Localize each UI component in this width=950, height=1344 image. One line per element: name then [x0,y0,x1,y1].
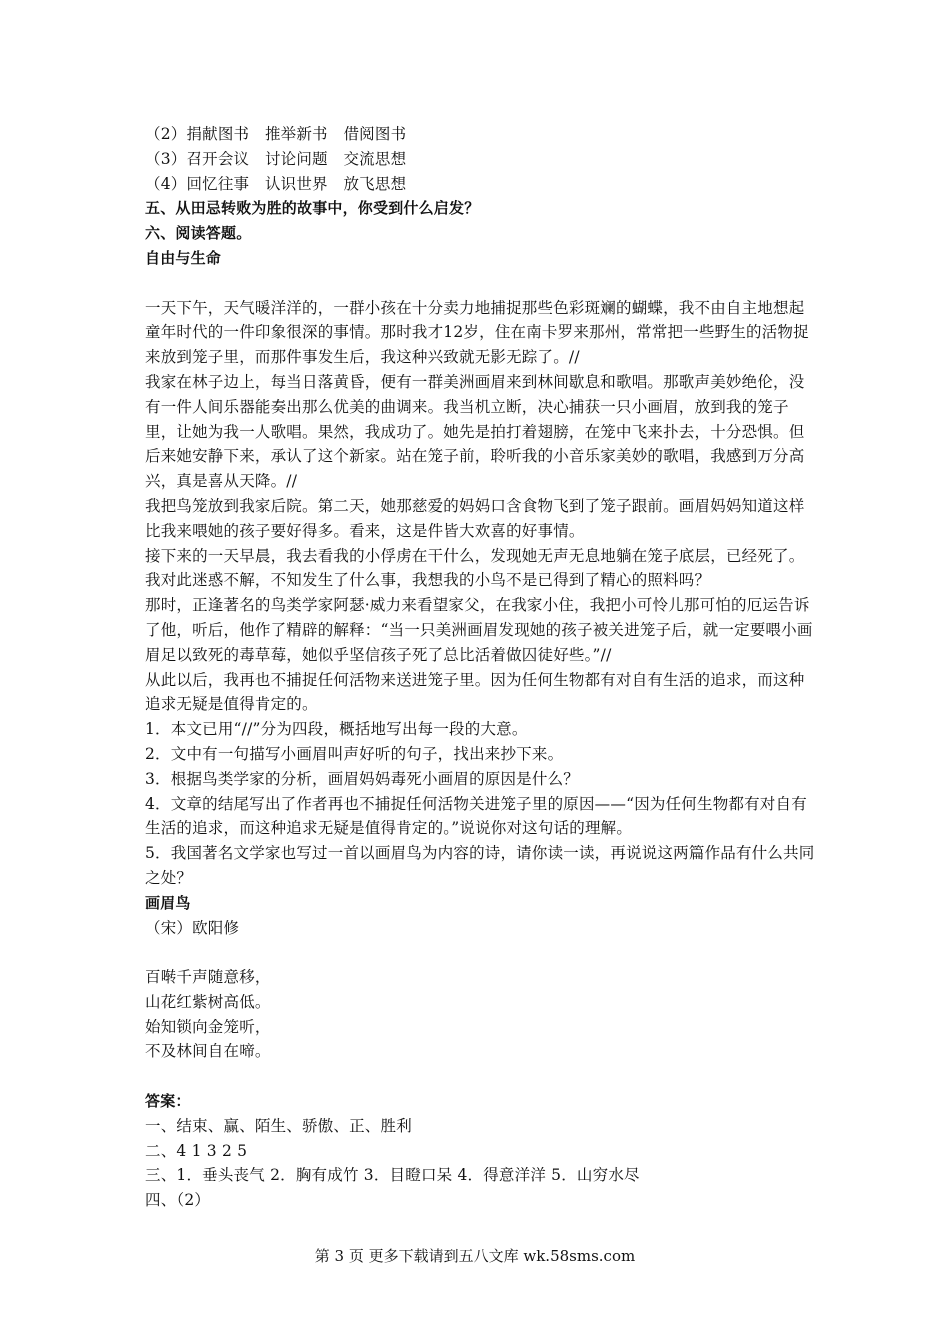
question: 4．文章的结尾写出了作者再也不捕捉任何活物关进笼子里的原因——“因为任何生物都有对自有生活的追求，而这种追求无疑是值得肯定的。”说说你对这句话的理解。 [145,794,807,838]
list-item: （4）回忆往事 认识世界 放飞思想 [145,174,407,193]
question: 3．根据鸟类学家的分析，画眉妈妈毒死小画眉的原因是什么？ [145,769,579,788]
poem-title: 画眉鸟 [145,893,191,912]
question: 1．本文已用“//”分为四段，概括地写出每一段的大意。 [145,720,528,739]
spacer [145,940,815,965]
page-footer: 第 3 页 更多下载请到五八文库 wk.58sms.com [314,1247,636,1265]
paragraph: 我把鸟笼放到我家后院。第二天，她那慈爱的妈妈口含食物飞到了笼子跟前。画眉妈妈知道这样比我来喂她的孩子要好得多。看来，这是件皆大欢喜的好事情。 [145,496,805,540]
answers-heading: 答案： [145,1092,191,1111]
poem-author: （宋）欧阳修 [145,918,240,937]
paragraph: 接下来的一天早晨，我去看我的小俘虏在干什么，发现她无声无息地躺在笼子底层，已经死了。我对此迷惑不解，不知发生了什么事，我想我的小鸟不是已得到了精心的照料吗？ [145,546,805,590]
story-title: 自由与生命 [145,248,222,267]
answer-line: 四、（2） [145,1191,211,1210]
answer-line: 一、结束、赢、陌生、骄傲、正、胜利 [145,1116,412,1135]
spacer [145,1064,815,1089]
page-content [145,122,815,1213]
question: 5．我国著名文学家也写过一首以画眉鸟为内容的诗，请你读一读，再说说这两篇作品有什么共同之处？ [145,844,815,887]
poem-line: 始知锁向金笼听， [145,1017,271,1036]
question: 2．文中有一句描写小画眉叫声好听的句子，找出来抄下来。 [145,744,564,763]
section-heading-6: 六、阅读答题。 [145,224,252,243]
answer-line: 三、1．垂头丧气 2．胸有成竹 3．目瞪口呆 4．得意洋洋 5．山穷水尽 [145,1166,640,1185]
paragraph: 我家在林子边上，每当日落黄昏，便有一群美洲画眉来到林间歇息和歌唱。那歌声美妙绝伦，没有一件人间乐器能奏出那么优美的曲调来。我当机立断，决心捕获一只小画眉，放到我的笼子里，让她为我一人歌唱。果然，我成功了。她先是拍打着翅膀，在笼中飞来扑去，十分恐惧。但后来她安静下来，承认了这个新家。站在笼子前，聆听我的小音乐家美妙的歌唱，我感到万分高兴，真是喜从天降。// [145,372,805,491]
poem-line: 百啭千声随意移， [145,968,271,987]
list-item: （3）召开会议 讨论问题 交流思想 [145,149,407,168]
list-item: （2）捐献图书 推举新书 借阅图书 [145,125,407,143]
paragraph: 一天下午，天气暖洋洋的，一群小孩在十分卖力地捕捉那些色彩斑斓的蝴蝶，我不由自主地想起童年时代的一件印象很深的事情。那时我才12岁，住在南卡罗来那州，常常把一些野生的活物捉来放到笼子里，而那件事发生后，我这种兴致就无影无踪了。// [145,298,809,367]
poem-line: 不及林间自在啼。 [145,1042,271,1061]
section-heading-5: 五、从田忌转败为胜的故事中，你受到什么启发？ [145,199,480,218]
spacer [145,271,815,296]
answer-line: 二、4 1 3 2 5 [145,1141,248,1160]
paragraph: 从此以后，我再也不捕捉任何活物来送进笼子里。因为任何生物都有对自有生活的追求，而这种追求无疑是值得肯定的。 [145,670,805,714]
poem-line: 山花红紫树高低。 [145,992,271,1011]
paragraph: 那时，正逢著名的鸟类学家阿瑟·威力来看望家父，在我家小住，我把小可怜儿那可怕的厄运告诉了他，听后，他作了精辟的解释：“当一只美洲画眉发现她的孩子被关进笼子后，就一定要喂小画眉足以致死的毒草莓，她似乎坚信孩子死了总比活着做囚徒好些。”// [145,596,813,664]
